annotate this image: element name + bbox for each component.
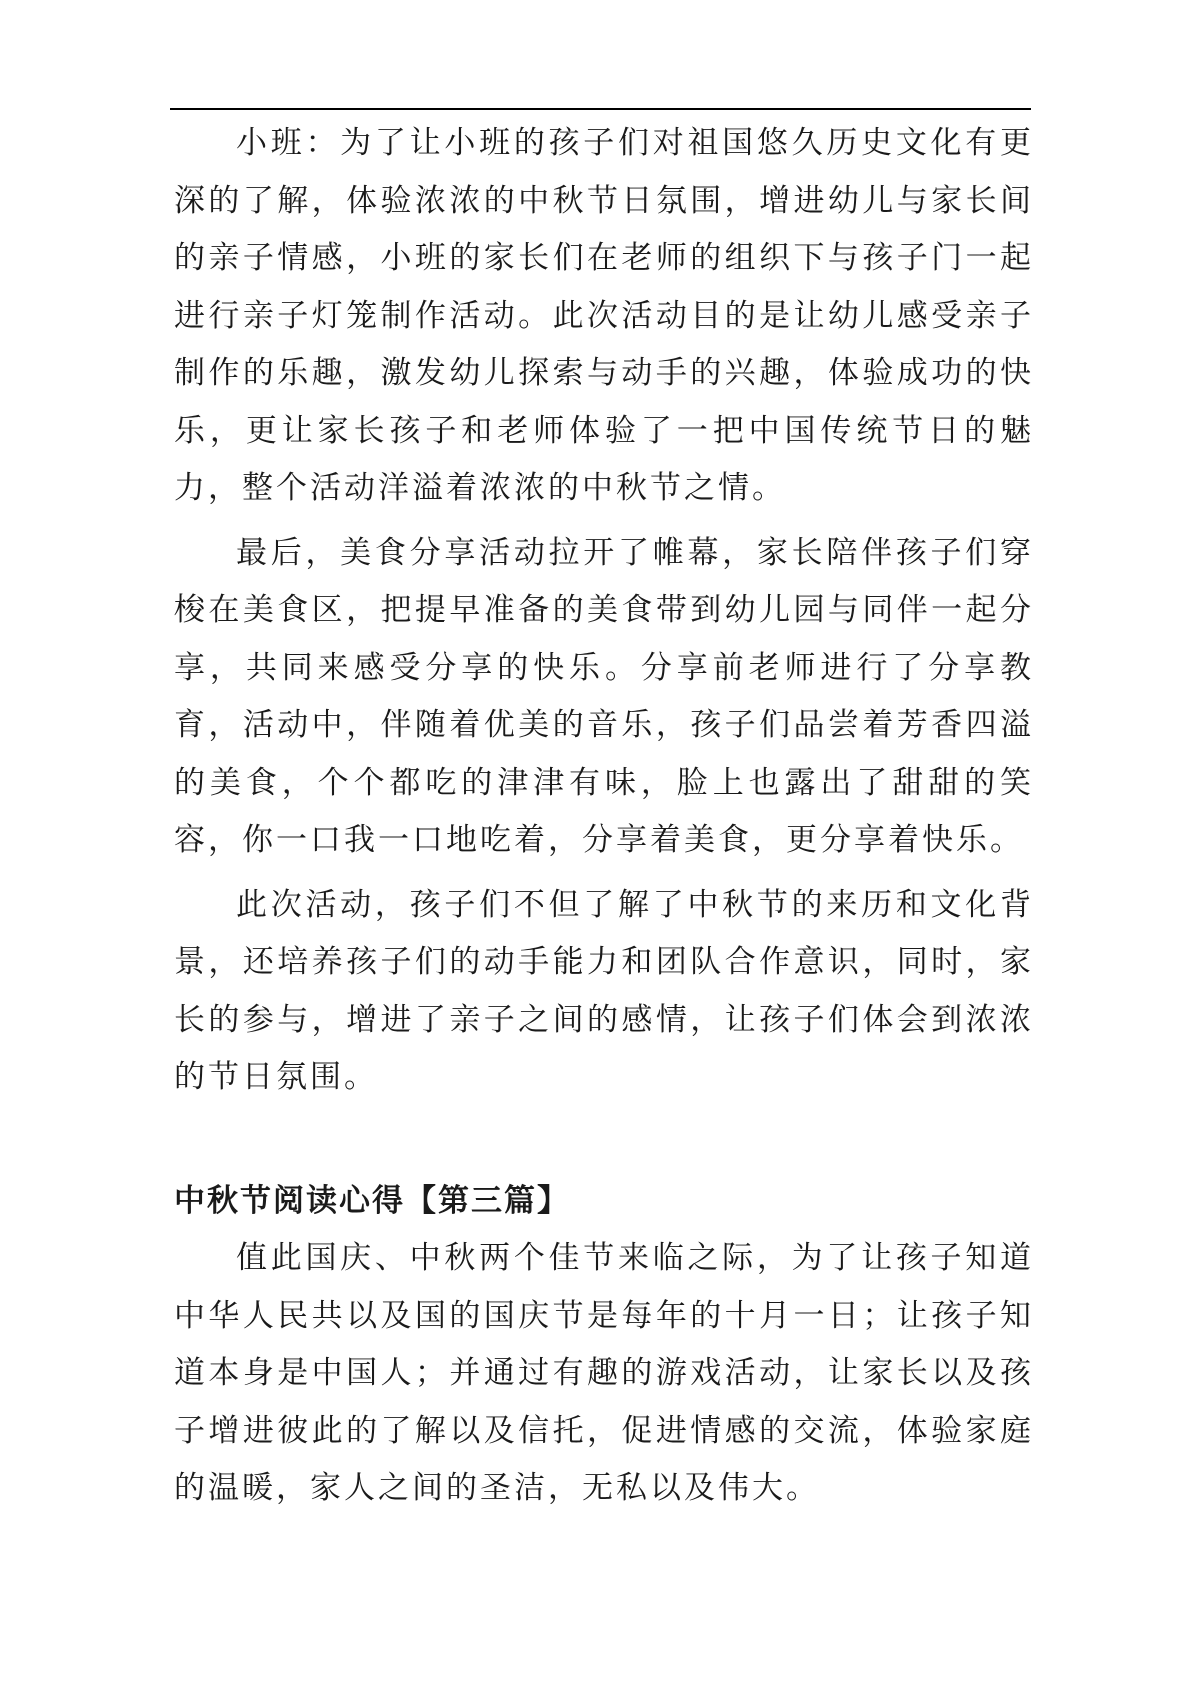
document-body <box>174 115 1034 1518</box>
header-rule <box>170 108 1031 110</box>
section-title: 中秋节阅读心得【第三篇】 <box>174 1182 570 1219</box>
paragraph-food-sharing: 最后，美食分享活动拉开了帷幕，家长陪伴孩子们穿梭在美食区，把提早准备的美食带到幼儿园与同伴一起分享，共同来感受分享的快乐。分享前老师进行了分享教育，活动中，伴随着优美的音乐，孩子们品尝着芳香四溢的美食，个个都吃的津津有味，脸上也露出了甜甜的笑容，你一口我一口地吃着，分享着美食，更分享着快乐。 <box>174 534 1034 858</box>
paragraph-activity-summary: 此次活动，孩子们不但了解了中秋节的来历和文化背景，还培养孩子们的动手能力和团队合作意识，同时，家长的参与，增进了亲子之间的感情，让孩子们体会到浓浓的节日氛围。 <box>174 886 1034 1095</box>
paragraph-small-class: 小班：为了让小班的孩子们对祖国悠久历史文化有更深的了解，体验浓浓的中秋节日氛围，增进幼儿与家长间的亲子情感，小班的家长们在老师的组织下与孩子门一起进行亲子灯笼制作活动。此次活动目的是让幼儿感受亲子制作的乐趣，激发幼儿探索与动手的兴趣，体验成功的快乐，更让家长孩子和老师体验了一把中国传统节日的魅力，整个活动洋溢着浓浓的中秋节之情。 <box>174 125 1034 506</box>
paragraph-national-day: 值此国庆、中秋两个佳节来临之际，为了让孩子知道中华人民共以及国的国庆节是每年的十月一日；让孩子知道本身是中国人；并通过有趣的游戏活动，让家长以及孩子增进彼此的了解以及信托，促进情感的交流，体验家庭的温暖，家人之间的圣洁，无私以及伟大。 <box>174 1240 1034 1506</box>
